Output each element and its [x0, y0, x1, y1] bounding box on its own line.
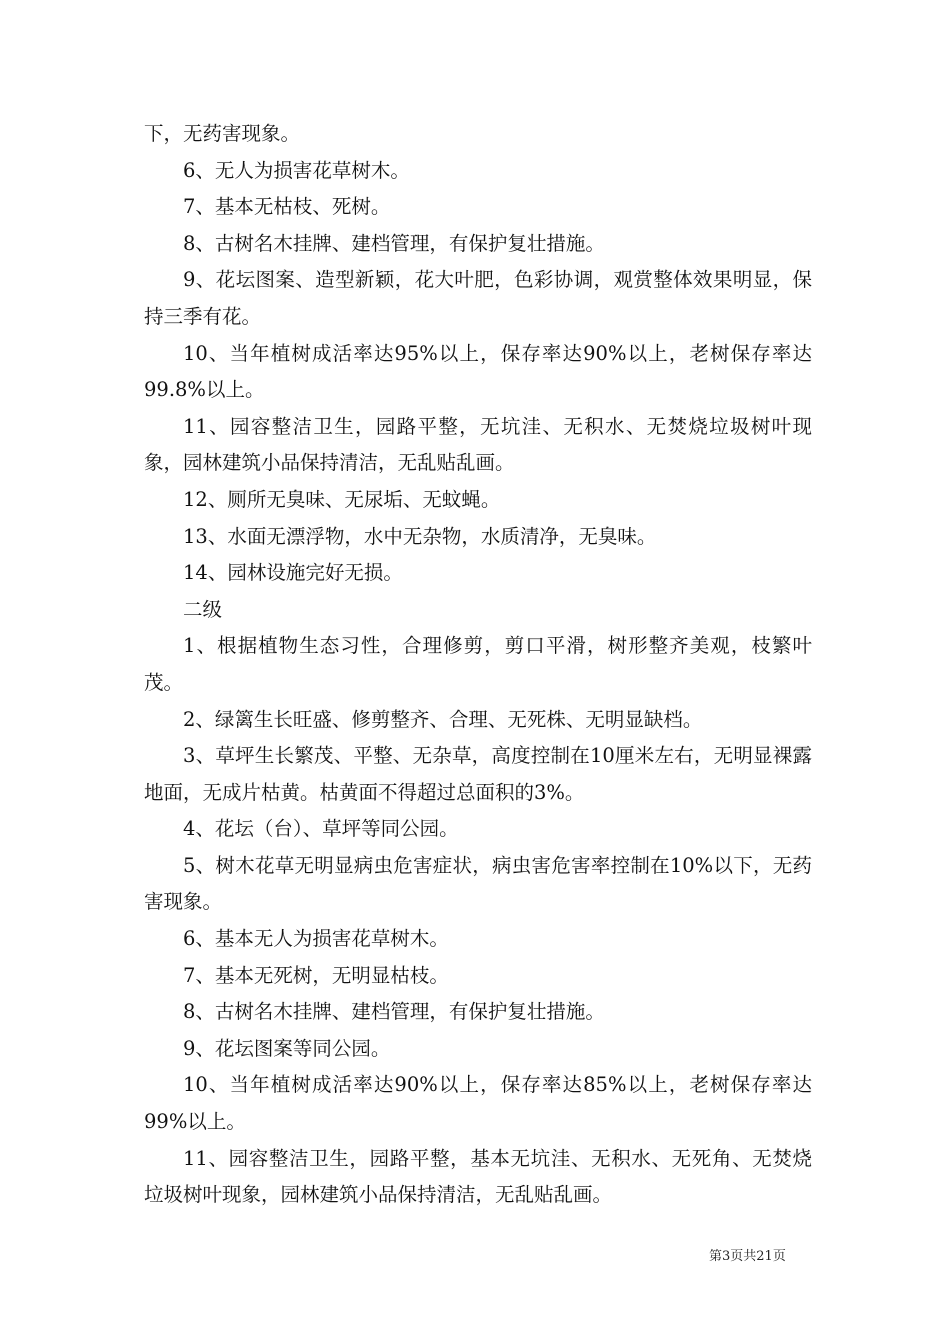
paragraph: 6、无人为损害花草树木。: [183, 158, 410, 182]
paragraph: 9、花坛图案等同公园。: [183, 1036, 391, 1060]
paragraph: 7、基本无枯枝、死树。: [183, 195, 391, 219]
paragraph: 1、根据植物生态习性，合理修剪，剪口平滑，树形整齐美观，枝繁叶茂。: [144, 634, 812, 694]
paragraph: 8、古树名木挂牌、建档管理，有保护复壮措施。: [183, 1000, 605, 1024]
paragraph: 4、花坛（台）、草坪等同公园。: [183, 817, 459, 841]
paragraph: 10、当年植树成活率达90%以上，保存率达85%以上，老树保存率达99%以上。: [144, 1073, 812, 1134]
paragraph: 7、基本无死树，无明显枯枝。: [183, 963, 449, 987]
paragraph: 11、园容整洁卫生，园路平整，无坑洼、无积水、无焚烧垃圾树叶现象，园林建筑小品保持清洁，无乱贴乱画。: [144, 414, 812, 475]
page-number: 第3页共21页: [709, 1249, 786, 1264]
paragraph-continuation: 下，无药害现象。: [144, 122, 301, 145]
section-heading: 二级: [183, 597, 223, 621]
paragraph: 9、花坛图案、造型新颖，花大叶肥，色彩协调，观赏整体效果明显，保持三季有花。: [144, 268, 812, 328]
paragraph: 5、树木花草无明显病虫危害症状，病虫害危害率控制在10%以下，无药害现象。: [144, 853, 812, 914]
paragraph: 6、基本无人为损害花草树木。: [183, 927, 449, 951]
paragraph: 3、草坪生长繁茂、平整、无杂草，高度控制在10厘米左右，无明显裸露地面，无成片枯黄。枯黄面不得超过总面积的3%。: [144, 744, 812, 804]
paragraph: 12、厕所无臭味、无尿垢、无蚊蝇。: [183, 487, 501, 511]
paragraph: 8、古树名木挂牌、建档管理，有保护复壮措施。: [183, 231, 605, 255]
paragraph: 2、绿篱生长旺盛、修剪整齐、合理、无死株、无明显缺档。: [183, 707, 703, 731]
document-body: [144, 116, 812, 1214]
paragraph: 11、园容整洁卫生，园路平整，基本无坑洼、无积水、无死角、无焚烧垃圾树叶现象，园林建筑小品保持清洁，无乱贴乱画。: [144, 1146, 812, 1207]
paragraph: 13、水面无漂浮物，水中无杂物，水质清净，无臭味。: [183, 524, 657, 548]
paragraph: 10、当年植树成活率达95%以上，保存率达90%以上，老树保存率达99.8%以上。: [144, 341, 812, 402]
paragraph: 14、园林设施完好无损。: [183, 561, 403, 585]
